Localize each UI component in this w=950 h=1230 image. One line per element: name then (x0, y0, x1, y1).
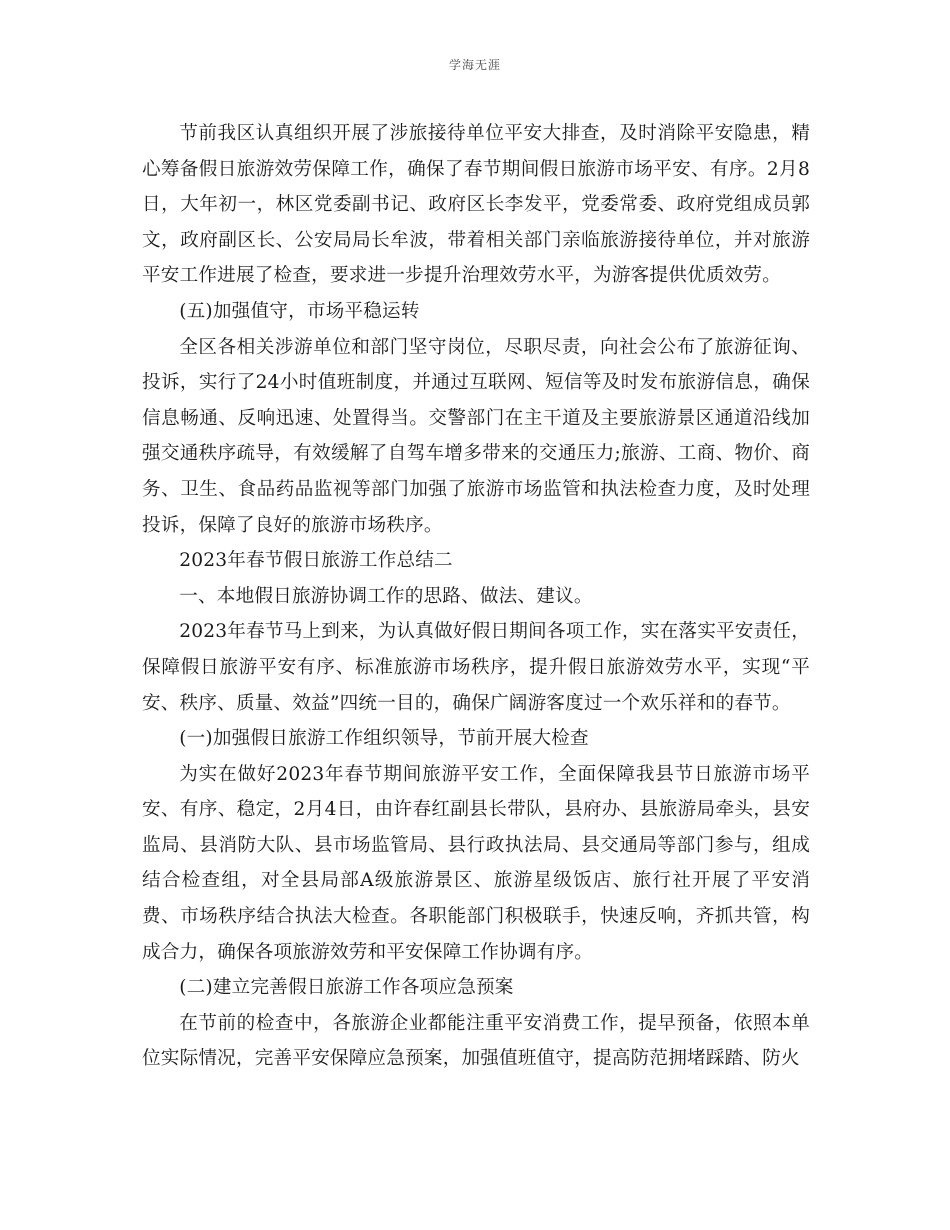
section-heading: (五)加强值守，市场平稳运转 (179, 300, 420, 322)
section-heading: (二)建立完善假日旅游工作各项应急预案 (179, 977, 514, 999)
paragraph: 为实在做好2023年春节期间旅游平安工作，全面保障我县节日旅游市场平安、有序、稳定，2月4日，由许春红副县长带队，县府办、县旅游局牵头，县安监局、县消防大队、县市场监管局、县行政执法局、县交通局等部门参与，组成结合检查组，对全县局部A级旅游景区、旅游星级饭店、旅行社开展了平安消费、市场秩序结合执法大检查。各职能部门积极联手，快速反响，齐抓共管，构成合力，确保各项旅游效劳和平安保障工作协调有序。 (142, 763, 810, 963)
section-heading: 一、本地假日旅游协调工作的思路、做法、建议。 (179, 585, 593, 607)
paragraph: 全区各相关涉游单位和部门坚守岗位，尽职尽责，向社会公布了旅游征询、投诉，实行了24小时值班制度，并通过互联网、短信等及时发布旅游信息，确保信息畅通、反响迅速、处置得当。交警部门在主干道及主要旅游景区通道沿线加强交通秩序疏导，有效缓解了自驾车增多带来的交通压力;旅游、工商、物价、商务、卫生、食品药品监视等部门加强了旅游市场监管和执法检查力度，及时处理投诉，保障了良好的旅游市场秩序。 (142, 336, 810, 536)
paragraph: 在节前的检查中，各旅游企业都能注重平安消费工作，提早预备，依照本单位实际情况，完善平安保障应急预案，加强值班值守，提高防范拥堵踩踏、防火 (142, 1012, 810, 1070)
page-header: 学海无涯 (448, 58, 501, 72)
paragraph: 节前我区认真组织开展了涉旅接待单位平安大排查，及时消除平安隐患，精心筹备假日旅游效劳保障工作，确保了春节期间假日旅游市场平安、有序。2月8日，大年初一，林区党委副书记、政府区长李发平，党委常委、政府党组成员郭文，政府副区长、公安局局长牟波，带着相关部门亲临旅游接待单位，并对旅游平安工作进展了检查，要求进一步提升治理效劳水平，为游客提供优质效劳。 (142, 123, 810, 287)
document-subtitle: 2023年春节假日旅游工作总结二 (179, 550, 453, 572)
document-body (142, 116, 810, 1077)
paragraph: 2023年春节马上到来，为认真做好假日期间各项工作，实在落实平安责任，保障假日旅游平安有序、标准旅游市场秩序，提升假日旅游效劳水平，实现“平安、秩序、质量、效益”四统一目的，确保广阔游客度过一个欢乐祥和的春节。 (142, 621, 810, 714)
section-heading: (一)加强假日旅游工作组织领导，节前开展大检查 (179, 728, 589, 750)
